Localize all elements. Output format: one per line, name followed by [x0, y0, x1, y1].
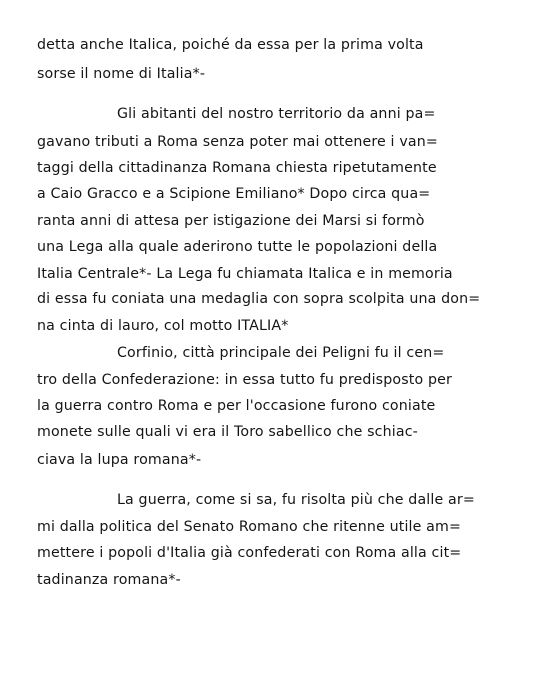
- text-line: una Lega alla quale aderirono tutte le popolazioni della: [37, 239, 438, 255]
- text-line: mi dalla politica del Senato Romano che ritenne utile am=: [37, 519, 462, 535]
- text-line: detta anche Italica, poiché da essa per la prima volta: [37, 37, 424, 53]
- text-line: Gli abitanti del nostro territorio da anni pa=: [117, 106, 436, 122]
- text-line: tro della Confederazione: in essa tutto fu predisposto per: [37, 372, 452, 388]
- text-line: di essa fu coniata una medaglia con sopra scolpita una don=: [37, 291, 481, 307]
- text-line: monete sulle quali vi era il Toro sabellico che schiac-: [37, 424, 418, 440]
- text-line: gavano tributi a Roma senza poter mai ottenere i van=: [37, 134, 438, 150]
- text-line: taggi della cittadinanza Romana chiesta ripetutamente: [37, 160, 437, 176]
- text-line: La guerra, come si sa, fu risolta più che dalle ar=: [117, 492, 475, 508]
- text-line: tadinanza romana*-: [37, 572, 181, 588]
- text-line: na cinta di lauro, col motto ITALIA*: [37, 318, 289, 334]
- text-line: sorse il nome di Italia*-: [37, 66, 206, 82]
- text-line: mettere i popoli d'Italia già confederati con Roma alla cit=: [37, 545, 462, 561]
- text-line: ciava la lupa romana*-: [37, 452, 202, 468]
- text-line: Corfinio, città principale dei Peligni fu il cen=: [117, 345, 445, 361]
- text-line: a Caio Gracco e a Scipione Emiliano* Dopo circa qua=: [37, 186, 431, 202]
- text-line: la guerra contro Roma e per l'occasione furono coniate: [37, 398, 436, 414]
- text-line: Italia Centrale*- La Lega fu chiamata Italica e in memoria: [37, 266, 453, 282]
- text-line: ranta anni di attesa per istigazione dei Marsi si formò: [37, 213, 425, 229]
